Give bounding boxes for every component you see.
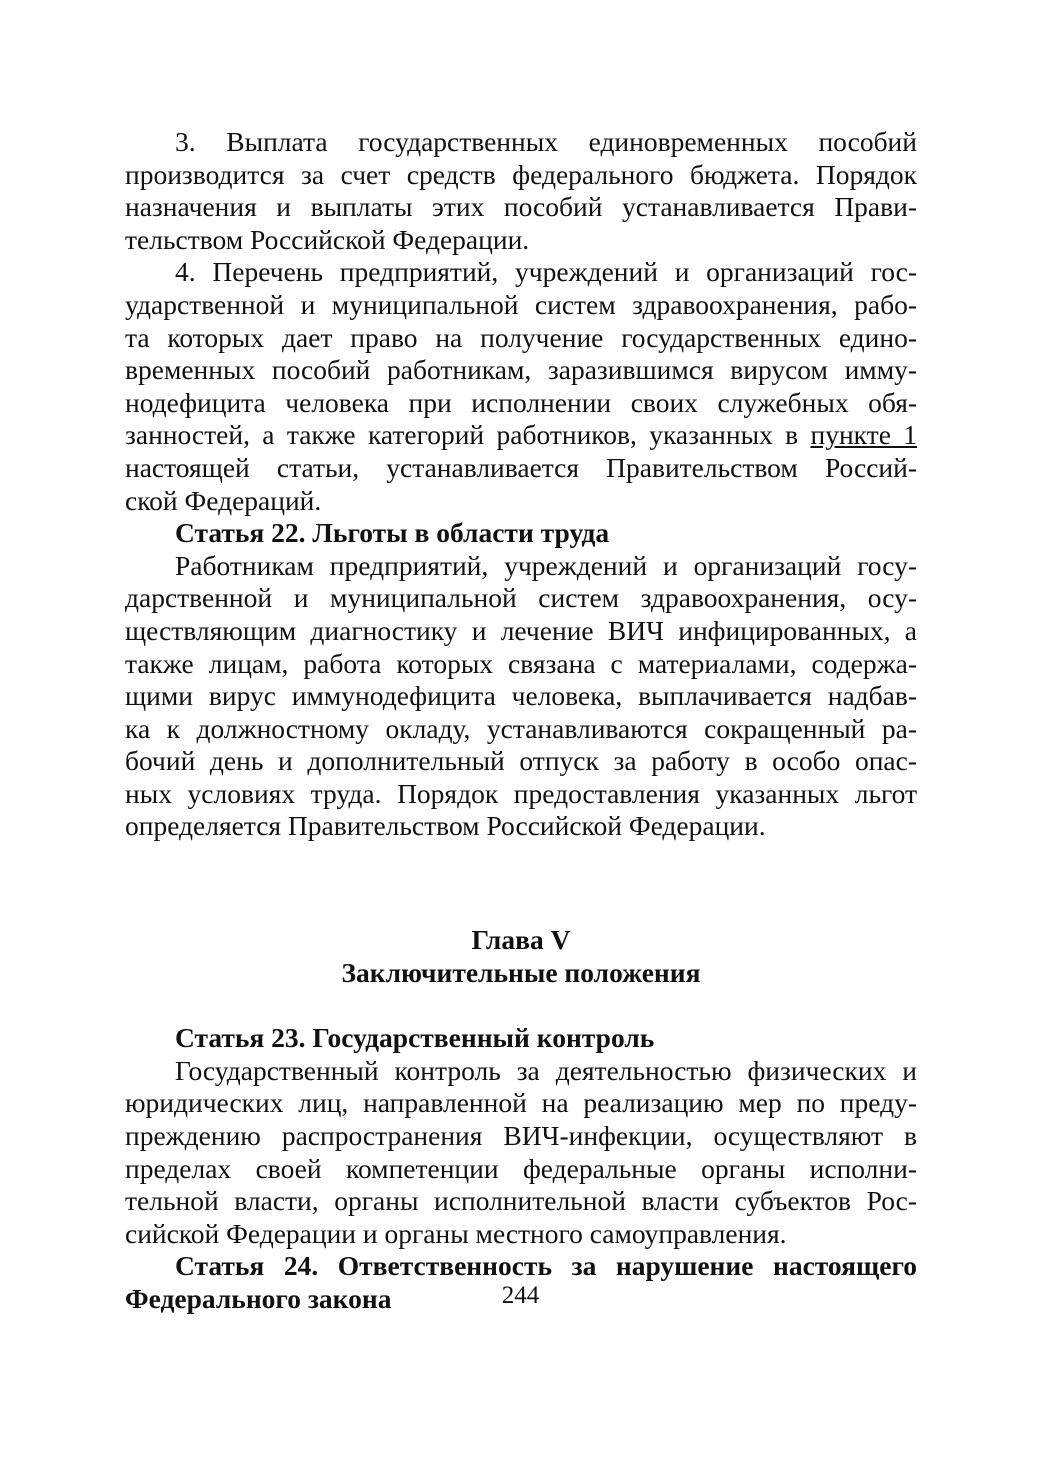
text-fragment: занностей, а также категорий работников, указанных в xyxy=(125,419,811,451)
paragraph-article-23 xyxy=(125,1055,917,1251)
text-line: настоящей статьи, устанавливается Правительством Россий- xyxy=(125,451,917,483)
text-line: нодефицита человека при исполнении своих служебных обя- xyxy=(125,386,917,418)
page-number: 244 xyxy=(501,1282,540,1309)
spacer xyxy=(125,843,917,924)
paragraph-4-list xyxy=(125,256,917,517)
paragraph-article-22 xyxy=(125,550,917,843)
article-23-title: Статья 23. Государственный контроль xyxy=(175,1022,655,1054)
text-line: тельством Российской Федерации. xyxy=(125,223,530,255)
text-line: Государственный контроль за деятельностью физических и xyxy=(175,1054,917,1086)
text-line: ударственной и муниципальной систем здравоохранения, рабо- xyxy=(125,288,917,320)
text-line: определяется Правительством Российской Федерации. xyxy=(125,810,766,842)
article-24-title-line: Статья 24. Ответственность за нарушение настоящего xyxy=(175,1250,917,1282)
text-line: щими вирус иммунодефицита человека, выплачивается надбав- xyxy=(125,680,917,712)
text-line: тельной власти, органы исполнительной власти субъектов Рос- xyxy=(125,1185,917,1217)
page-content xyxy=(125,126,917,1316)
article-22-title: Статья 22. Льготы в области труда xyxy=(175,517,610,549)
text-line: производится за счет средств федерального бюджета. Порядок xyxy=(125,158,917,190)
text-line: ка к должностному окладу, устанавливаются сокращенный ра- xyxy=(125,712,917,744)
text-line: временных пособий работникам, заразившимся вирусом имму- xyxy=(125,354,917,386)
text-line: также лицам, работа которых связана с материалами, содержа- xyxy=(125,647,917,679)
article-24-title-line: Федерального закона xyxy=(125,1283,392,1314)
text-line-with-link xyxy=(125,419,917,452)
text-line: сийской Федерации и органы местного самоуправления. xyxy=(125,1217,787,1249)
spacer xyxy=(125,989,917,1022)
text-line: 4. Перечень предприятий, учреждений и организаций гос- xyxy=(175,256,917,288)
paragraph-3-payment xyxy=(125,126,917,256)
text-line: пределах своей компетенции федеральные органы исполни- xyxy=(125,1152,917,1184)
text-line: ществляющим диагностику и лечение ВИЧ инфицированных, а xyxy=(125,614,917,646)
text-line: дарственной и муниципальной систем здравоохранения, осу- xyxy=(125,582,917,614)
text-line: та которых дает право на получение государственных едино- xyxy=(125,321,917,353)
text-line: назначения и выплаты этих пособий устанавливается Прави- xyxy=(125,191,917,223)
text-line: юридических лиц, направленной на реализацию мер по преду- xyxy=(125,1087,917,1119)
text-line: ных условиях труда. Порядок предоставления указанных льгот xyxy=(125,777,917,809)
text-line: Работникам предприятий, учреждений и организаций госу- xyxy=(175,549,917,581)
text-line: ской Федераций. xyxy=(125,484,322,516)
chapter-subtitle: Заключительные положения xyxy=(341,956,701,988)
text-line: 3. Выплата государственных единовременных пособий xyxy=(175,126,917,157)
point-1-link[interactable]: пункте 1 xyxy=(810,419,917,451)
chapter-title: Глава V xyxy=(471,924,571,956)
text-line: бочий день и дополнительный отпуск за работу в особо опас- xyxy=(125,745,917,777)
text-line: преждению распространения ВИЧ-инфекции, осуществляют в xyxy=(125,1120,917,1152)
